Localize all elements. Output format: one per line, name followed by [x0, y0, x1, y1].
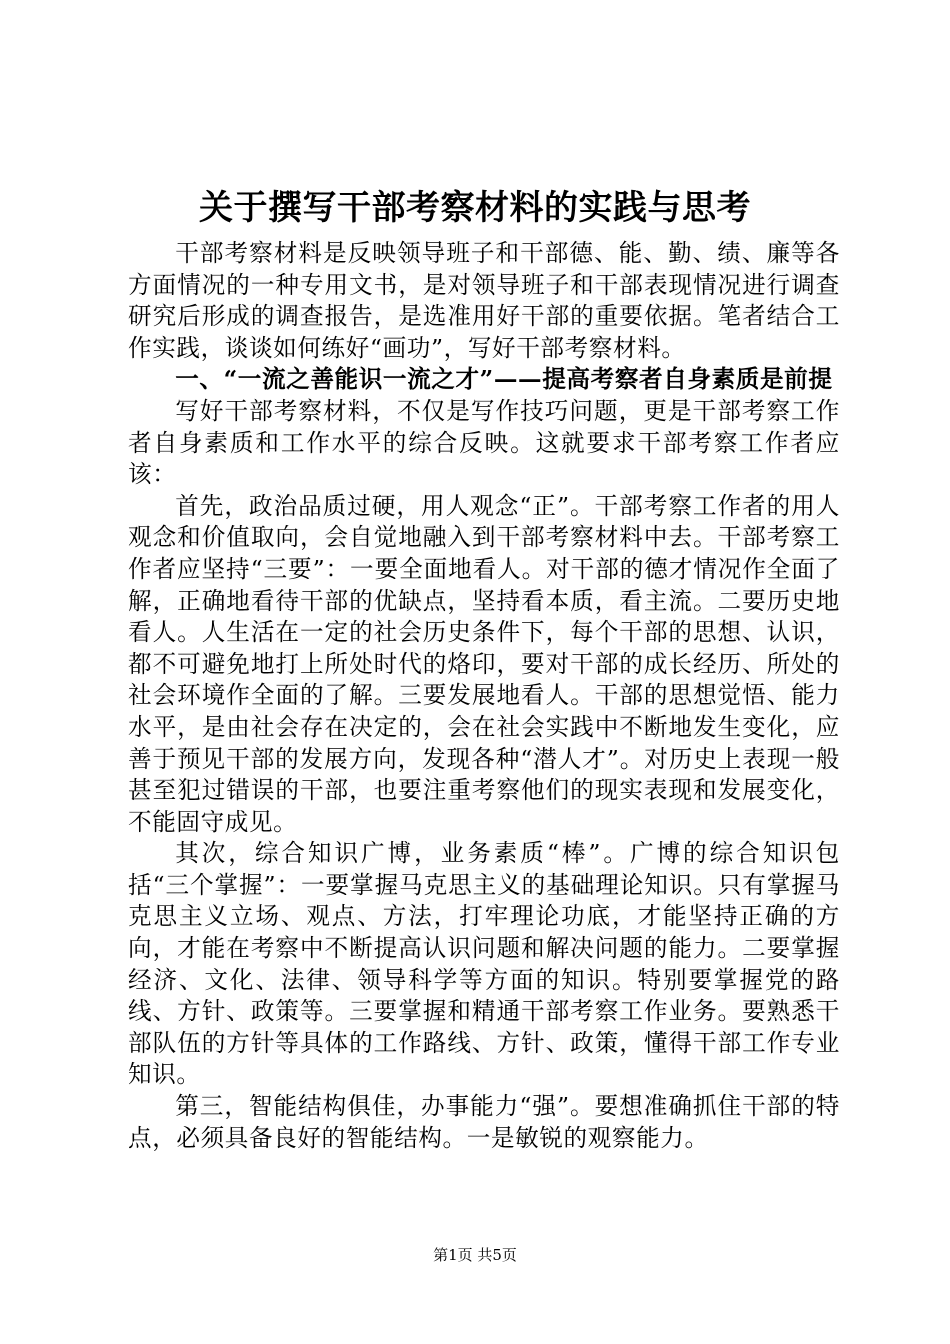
document-body: [128, 238, 840, 1154]
paragraph-first: 首先，政治品质过硬，用人观念“正”。干部考察工作者的用人观念和价值取向，会自觉地融入到干部考察材料中去。干部考察工作者应坚持“三要”：一要全面地看人。对干部的德才情况作全面了解，正确地看待干部的优缺点，坚持看本质，看主流。二要历史地看人。人生活在一定的社会历史条件下，每个干部的思想、认识，都不可避免地打上所处时代的烙印，要对干部的成长经历、所处的社会环境作全面的了解。三要发展地看人。干部的思想觉悟、能力水平，是由社会存在决定的，会在社会实践中不断地发生变化，应善于预见干部的发展方向，发现各种“潜人才”。对历史上表现一般甚至犯过错误的干部，也要注重考察他们的现实表现和发展变化，不能固守成见。: [128, 491, 840, 836]
paragraph-third: 第三，智能结构俱佳，办事能力“强”。要想准确抓住干部的特点，必须具备良好的智能结构。一是敏锐的观察能力。: [128, 1092, 840, 1152]
paragraph-second: 其次，综合知识广博，业务素质“棒”。广博的综合知识包括“三个掌握”：一要掌握马克思主义的基础理论知识。只有掌握马克思主义立场、观点、方法，打牢理论功底，才能坚持正确的方向，才能在考察中不断提高认识问题和解决问题的能力。二要掌握经济、文化、法律、领导科学等方面的知识。特别要掌握党的路线、方针、政策等。三要掌握和精通干部考察工作业务。要熟悉干部队伍的方针等具体的工作路线、方针、政策，懂得干部工作专业知识。: [128, 839, 840, 1089]
paragraph-requirements: 写好干部考察材料，不仅是写作技巧问题，更是干部考察工作者自身素质和工作水平的综合反映。这就要求干部考察工作者应该：: [128, 396, 840, 489]
paragraph-intro: 干部考察材料是反映领导班子和干部德、能、勤、绩、廉等各方面情况的一种专用文书，是对领导班子和干部表现情况进行调查研究后形成的调查报告，是选准用好干部的重要依据。笔者结合工作实践，谈谈如何练好“画功”，写好干部考察材料。: [128, 239, 840, 362]
section-heading-1: 一、“一流之善能识一流之才”——提高考察者自身素质是前提: [175, 365, 833, 394]
document-title: 关于撰写干部考察材料的实践与思考: [199, 188, 751, 228]
page-footer: 第1页 共5页: [433, 1246, 517, 1264]
